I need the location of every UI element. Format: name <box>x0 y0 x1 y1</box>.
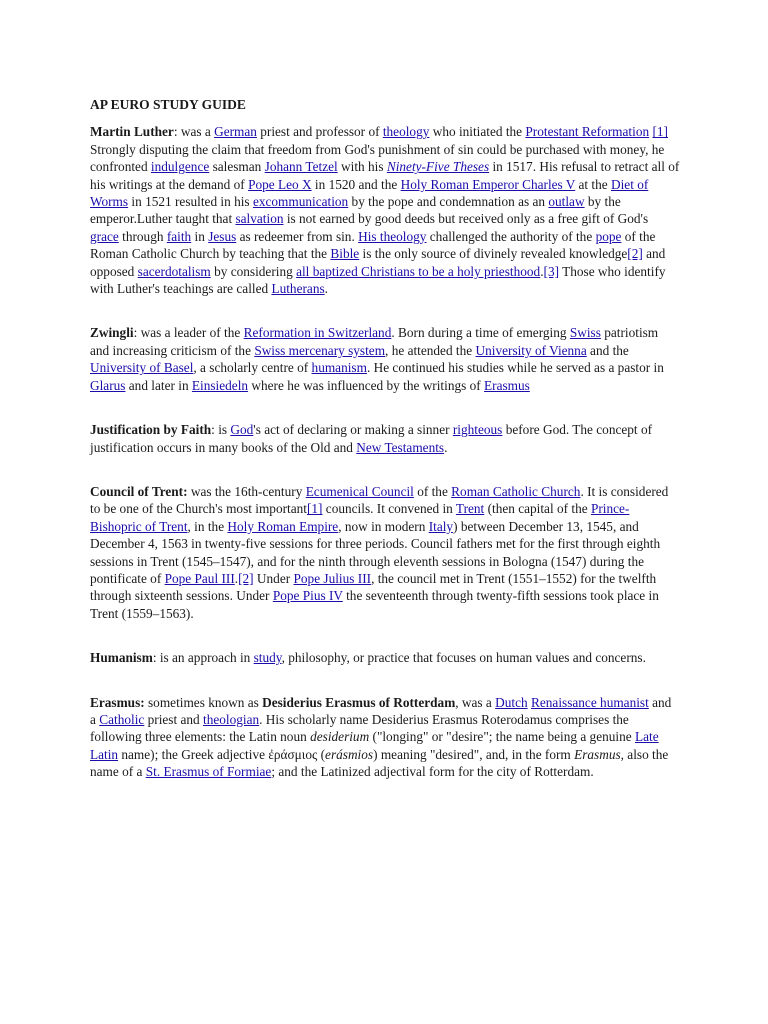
text-run: before God. The concept of justification occurs in many books of the Old and <box>90 422 653 455</box>
link-indulgence[interactable]: indulgence <box>150 159 210 175</box>
link-dutch[interactable]: Dutch <box>495 694 528 710</box>
text-run: of the Roman Catholic Church by teaching that the <box>90 228 656 262</box>
link-2[interactable]: [2] <box>627 246 643 262</box>
text-run: in 1520 and the <box>311 176 401 192</box>
link-reformation-in-switzerland[interactable]: Reformation in Switzerland <box>243 325 392 341</box>
link-sacerdotalism[interactable]: sacerdotalism <box>137 263 211 279</box>
text-run: and opposed <box>90 246 666 279</box>
link-university-of-vienna[interactable]: University of Vienna <box>475 342 587 358</box>
paragraph-council-of-trent <box>90 483 680 622</box>
link-righteous[interactable]: righteous <box>452 422 503 438</box>
text-run: and later in <box>125 377 192 393</box>
text-run: . His scholarly name Desiderius Erasmus Roterodamus comprises the following three elements: the Latin noun <box>90 711 629 745</box>
link-johann-tetzel[interactable]: Johann Tetzel <box>264 159 338 175</box>
paragraph-zwingli <box>90 324 680 394</box>
link-einsiedeln[interactable]: Einsiedeln <box>191 377 249 393</box>
link-pope-pius-iv[interactable]: Pope Pius IV <box>272 588 343 604</box>
text-run: ("longing" or "desire"; the name being a genuine <box>369 729 635 745</box>
text-run: as redeemer from sin. <box>236 228 359 244</box>
text-run: . It is considered to be one of the Church's most important <box>90 483 669 517</box>
link-trent[interactable]: Trent <box>455 501 485 517</box>
link-lutherans[interactable]: Lutherans <box>271 281 325 297</box>
text-run: in 1517. His refusal to retract all of his writings at the demand of <box>90 159 680 192</box>
text-run: Erasmus <box>574 746 621 762</box>
text-run: sometimes known as <box>144 694 263 710</box>
text-run: by considering <box>210 263 297 279</box>
text-run: . He continued his studies while he served as a pastor in <box>366 360 664 376</box>
text-run: (then capital of the <box>484 501 591 517</box>
link-ecumenical-council[interactable]: Ecumenical Council <box>305 483 414 499</box>
text-run: : was a leader of the <box>133 325 244 341</box>
link-swiss[interactable]: Swiss <box>569 325 601 341</box>
link-university-of-basel[interactable]: University of Basel <box>90 360 194 376</box>
link-his-theology[interactable]: His theology <box>358 228 427 244</box>
term-heading: Justification by Faith <box>90 422 212 438</box>
link-st-erasmus-of-formiae[interactable]: St. Erasmus of Formiae <box>145 764 272 780</box>
link-2[interactable]: [2] <box>238 570 254 586</box>
link-3[interactable]: [3] <box>543 263 560 279</box>
text-run: of the <box>413 483 452 499</box>
text-run: patriotism and increasing criticism of the <box>90 325 659 358</box>
link-italy[interactable]: Italy <box>428 518 454 534</box>
link-erasmus[interactable]: Erasmus <box>484 377 530 393</box>
link-study[interactable]: study <box>253 650 282 666</box>
text-run: , he attended the <box>385 342 476 358</box>
text-run: , was a <box>455 694 496 710</box>
text-run: through <box>118 228 167 244</box>
text-run: ) between December 13, 1545, and December 4, 1563 in twenty-five sessions for three periods. Council fathers met for the first through eighth sessions in Trent (1545–1547), and for the ninth through eleventh sessions in Bologna (1547) during the pontificate of <box>90 518 661 586</box>
term-heading: Humanism <box>90 650 153 666</box>
text-run: , also the name of a <box>90 746 669 780</box>
text-run: . Born during a time of emerging <box>391 325 570 341</box>
link-glarus[interactable]: Glarus <box>90 377 126 393</box>
text-run: . <box>324 281 328 297</box>
text-run: and the <box>586 342 629 358</box>
link-new-testaments[interactable]: New Testaments <box>356 439 445 455</box>
link-diet-of-worms[interactable]: Diet of Worms <box>90 176 649 210</box>
link-protestant-reformation[interactable]: Protestant Reformation <box>525 124 650 140</box>
text-run: Under <box>253 570 294 586</box>
term-heading: Erasmus: <box>90 694 145 710</box>
text-run: Those who identify with Luther's teachings are called <box>90 263 666 297</box>
text-run: , the council met in Trent (1551–1552) for the twelfth through sixteenth sessions. Under <box>90 570 657 604</box>
link-humanism[interactable]: humanism <box>311 360 367 376</box>
term-heading: Zwingli <box>90 325 134 341</box>
text-run: by the emperor.Luther taught that <box>90 194 621 227</box>
link-outlaw[interactable]: outlaw <box>548 194 585 210</box>
study-guide-page <box>90 96 680 781</box>
link-pope-leo-x[interactable]: Pope Leo X <box>248 176 312 192</box>
link-prince-bishopric-of-trent[interactable]: Prince-Bishopric of Trent <box>90 501 630 534</box>
link-german[interactable]: German <box>214 124 257 140</box>
text-run: who initiated the <box>429 124 526 140</box>
text-run: , now in modern <box>338 518 429 534</box>
text-run: name); the Greek adjective ἐράσμιος ( <box>118 746 326 762</box>
link-1[interactable]: [1] <box>306 501 323 517</box>
link-pope[interactable]: pope <box>595 228 622 244</box>
link-jesus[interactable]: Jesus <box>208 228 237 244</box>
link-faith[interactable]: faith <box>166 228 192 244</box>
link-all-baptized-christians-to-be-a-holy-priesthood[interactable]: all baptized Christians to be a holy priesthood <box>296 263 541 279</box>
text-run: is not earned by good deeds but received only as a free gift of God's <box>283 211 649 227</box>
link-ninety-five-theses[interactable]: Ninety-Five Theses <box>386 159 490 175</box>
text-run: ) meaning "desired", and, in the form <box>373 746 575 762</box>
link-late-latin[interactable]: Late Latin <box>90 729 659 762</box>
text-run: : is <box>211 422 231 438</box>
link-theology[interactable]: theology <box>382 124 430 140</box>
text-run: in <box>191 228 209 244</box>
link-theologian[interactable]: theologian <box>203 711 260 727</box>
text-run: was the 16th-century <box>187 483 306 499</box>
text-run: , in the <box>187 518 228 534</box>
link-bible[interactable]: Bible <box>330 246 360 262</box>
text-run: . <box>234 570 239 586</box>
link-roman-catholic-church[interactable]: Roman Catholic Church <box>451 483 581 499</box>
paragraph-martin-luther <box>90 123 680 297</box>
text-run: 's act of declaring or making a sinner <box>253 422 453 438</box>
link-pope-julius-iii[interactable]: Pope Julius III <box>293 570 372 586</box>
text-run: the seventeenth through twenty-fifth sessions took place in Trent (1559–1563). <box>90 588 659 621</box>
text-run: priest and <box>144 711 204 727</box>
link-salvation[interactable]: salvation <box>235 211 284 227</box>
text-run: at the <box>575 176 611 192</box>
text-run: councils. It convened in <box>322 501 456 517</box>
text-run: is the only source of divinely revealed knowledge <box>359 246 628 262</box>
text-run: where he was influenced by the writings of <box>248 377 485 393</box>
link-holy-roman-emperor-charles-v[interactable]: Holy Roman Emperor Charles V <box>400 176 576 192</box>
paragraph-erasmus <box>90 694 680 781</box>
text-run: . <box>540 263 544 279</box>
text-run: : is an approach in <box>152 650 254 666</box>
text-run: desiderium <box>310 729 370 745</box>
term-heading: Council of Trent: <box>90 483 188 499</box>
link-1[interactable]: [1] <box>652 124 668 140</box>
link-pope-paul-iii[interactable]: Pope Paul III <box>164 570 235 586</box>
text-run: . <box>444 439 448 455</box>
link-grace[interactable]: grace <box>90 228 119 244</box>
text-run: and a <box>90 694 672 727</box>
text-run: : was a <box>173 124 215 140</box>
link-holy-roman-empire[interactable]: Holy Roman Empire <box>227 518 339 534</box>
paragraph-humanism <box>90 649 680 666</box>
link-swiss-mercenary-system[interactable]: Swiss mercenary system <box>254 342 386 358</box>
text-run: , a scholarly centre of <box>193 360 312 376</box>
page-title: AP EURO STUDY GUIDE <box>90 97 246 112</box>
term-heading: Desiderius Erasmus of Rotterdam <box>262 694 456 710</box>
text-run: erásmios <box>325 746 374 762</box>
text-run: by the pope and condemnation as an <box>348 194 549 210</box>
term-heading: Martin Luther <box>90 124 174 140</box>
text-run: with his <box>337 159 387 175</box>
text-run: priest and professor of <box>256 124 383 140</box>
text-run: salesman <box>209 159 265 175</box>
paragraph-justification-by-faith <box>90 421 680 456</box>
text-run: in 1521 resulted in his <box>128 194 253 210</box>
link-excommunication[interactable]: excommunication <box>252 194 349 210</box>
paragraphs-container <box>90 123 680 780</box>
link-renaissance-humanist[interactable]: Renaissance humanist <box>531 694 649 710</box>
link-god[interactable]: God <box>230 422 254 438</box>
link-catholic[interactable]: Catholic <box>99 711 145 727</box>
text-run: , philosophy, or practice that focuses on human values and concerns. <box>281 650 646 666</box>
text-run: Strongly disputing the claim that freedom from God's punishment of sin could be purchased with money, he confronted <box>90 141 665 175</box>
text-run: challenged the authority of the <box>426 228 596 244</box>
text-run: ; and the Latinized adjectival form for the city of Rotterdam. <box>271 764 594 780</box>
